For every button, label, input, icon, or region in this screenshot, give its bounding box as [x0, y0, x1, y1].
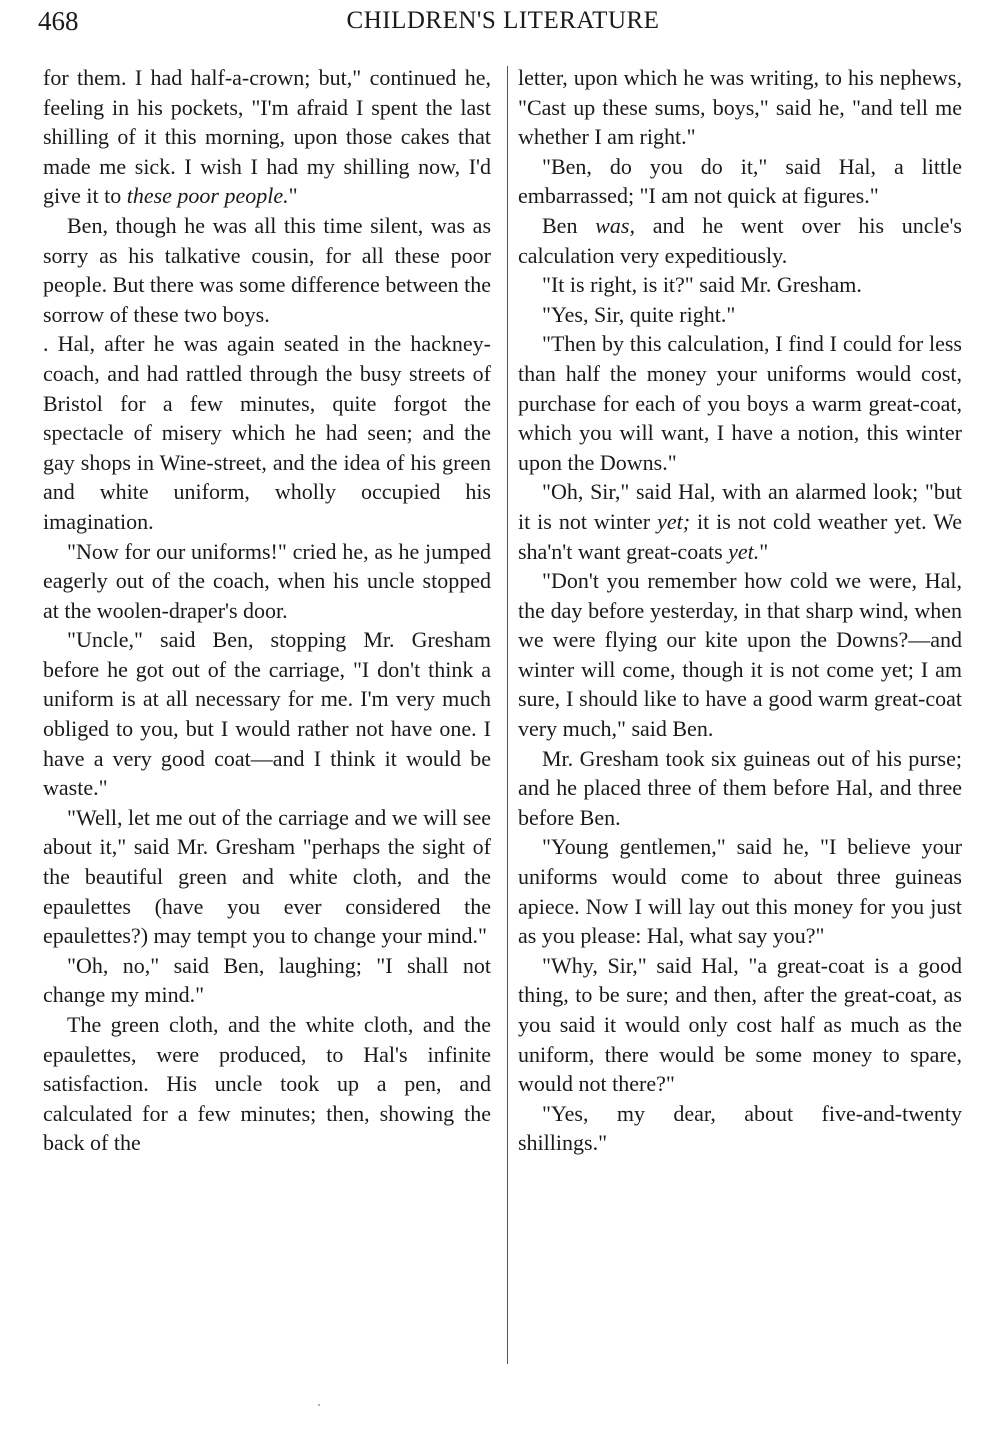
paragraph-text: Ben	[542, 212, 596, 238]
paragraph: "Oh, no," said Ben, laughing; "I shall not change my mind."	[43, 952, 491, 1008]
paragraph: "Ben, do you do it," said Hal, a little embarrassed; "I am not quick at figures."	[518, 153, 962, 209]
paragraph: "Why, Sir," said Hal, "a great-coat is a good thing, to be sure; and then, after the great-coat, as you said it would only cost half as much as the uniform, there would be some money to spare, would not there?"	[518, 952, 962, 1097]
running-title: CHILDREN'S LITERATURE	[346, 7, 660, 34]
paragraph: "Uncle," said Ben, stopping Mr. Gresham before he got out of the carriage, "I don't think a uniform is at all necessary for me. I'm very much obliged to you, but I would rather not have one. I have a very good coat—and I think it would be waste."	[43, 627, 491, 801]
paragraph: "Yes, Sir, quite right."	[542, 301, 736, 327]
paragraph: "Don't you remember how cold we were, Hal, the day before yesterday, in that sharp wind, when we were flying our kite upon the Downs?—and winter will come, though it is not come yet; I am sure, I should like to have a good warm great-coat very much," said Ben.	[518, 568, 962, 742]
paragraph: "Well, let me out of the carriage and we will see about it," said Mr. Gresham "perhaps the sight of the beautiful green and white cloth, and the epaulettes (have you ever considered the epaulettes?) may tempt you to change your mind."	[43, 804, 491, 949]
print-speck	[318, 1404, 320, 1406]
emphasis-text: was,	[595, 212, 635, 238]
page-number: 468	[38, 6, 79, 36]
paragraph: . Hal, after he was again seated in the hackney-coach, and had rattled through the busy streets of Bristol for a few minutes, quite forgot the spectacle of misery which he had seen; and the gay shops in Wine-street, and the idea of his green and white uniform, wholly occupied his imagination.	[43, 331, 491, 534]
emphasis-text: yet;	[657, 508, 691, 534]
paragraph-text: and he went over his uncle's calculation very expeditiously.	[518, 212, 962, 268]
paragraph: "Then by this calculation, I find I could for less than half the money your uniforms would cost, purchase for each of you boys a warm great-coat, which you will want, I have a notion, this winter upon the Downs."	[518, 331, 962, 475]
right-column	[518, 63, 962, 1158]
paragraph: Mr. Gresham took six guineas out of his purse; and he placed three of them before Hal, and three before Ben.	[518, 745, 962, 830]
paragraph-text: it is not cold weather yet. We sha'n't want great-coats	[518, 508, 962, 564]
paragraph	[518, 477, 962, 566]
paragraph: "Young gentlemen," said he, "I believe your uniforms would come to about three guineas apiece. Now I will lay out this money for you just as you please: Hal, what say you?"	[518, 834, 962, 949]
paragraph-text: for them. I had half-a-crown; but," continued he, feeling in his pockets, "I'm afraid I spent the last shilling of it this morning, upon those cakes that made me sick. I wish I had my shilling now, I'd give it to	[43, 65, 491, 209]
paragraph: "It is right, is it?" said Mr. Gresham.	[542, 272, 862, 298]
paragraph: "Now for our uniforms!" cried he, as he jumped eagerly out of the coach, when his uncle stopped at the woolen-draper's door.	[43, 538, 491, 623]
left-column	[43, 63, 491, 1158]
paragraph	[518, 211, 962, 270]
column-divider	[507, 66, 508, 1364]
paragraph	[43, 63, 491, 211]
paragraph: Ben, though he was all this time silent, was as sorry as his talkative cousin, for all these poor people. But there was some difference between the sorrow of these two boys.	[43, 212, 491, 327]
paragraph-text: "	[759, 538, 769, 564]
emphasis-text: yet.	[728, 538, 760, 564]
paragraph: The green cloth, and the white cloth, and the epaulettes, were produced, to Hal's infinite satisfaction. His uncle took up a pen, and calculated for a few minutes; then, showing the back of the	[43, 1012, 491, 1156]
page-header	[38, 4, 968, 38]
paragraph: "Yes, my dear, about five-and-twenty shillings."	[518, 1100, 962, 1156]
paragraph: letter, upon which he was writing, to his nephews, "Cast up these sums, boys," said he, "and tell me whether I am right."	[518, 65, 962, 150]
paragraph-text: "	[288, 183, 298, 209]
emphasis-text: these poor people.	[126, 183, 289, 209]
paragraph-text: "Oh, Sir," said Hal, with an alarmed look; "but it is not winter	[518, 479, 962, 534]
